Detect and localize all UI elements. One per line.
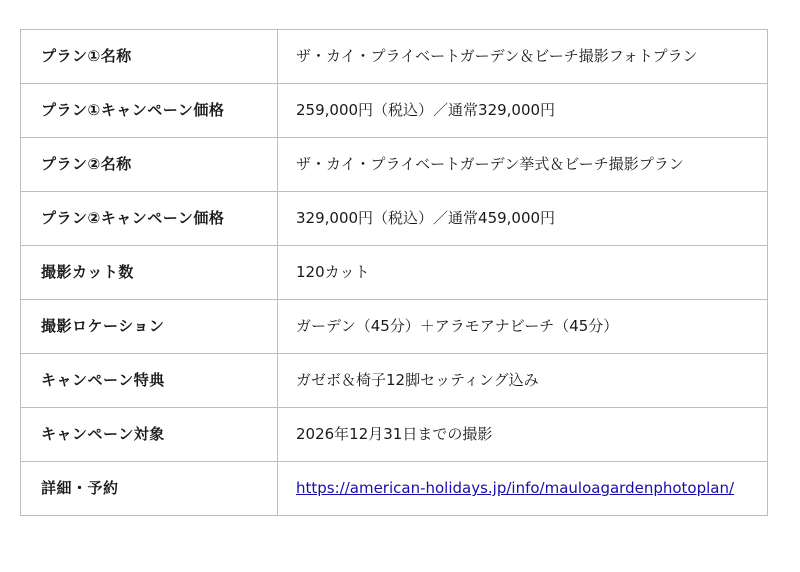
row-value-plan1-campaign-price: 259,000円（税込）／通常329,000円 [278,84,768,138]
table-row [21,84,768,138]
table-row [21,354,768,408]
row-label-plan1-campaign-price: プラン①キャンペーン価格 [21,84,278,138]
row-value-plan2-name: ザ・カイ・プライベートガーデン挙式＆ビーチ撮影プラン [278,138,768,192]
row-label-plan1-name: プラン①名称 [21,30,278,84]
table-row [21,192,768,246]
row-value-shoot-location: ガーデン（45分）＋アラモアナビーチ（45分） [278,300,768,354]
row-value-details-reservation [278,462,768,516]
table-row [21,138,768,192]
table-row [21,300,768,354]
table-row [21,30,768,84]
row-label-campaign-benefit: キャンペーン特典 [21,354,278,408]
row-value-campaign-target: 2026年12月31日までの撮影 [278,408,768,462]
row-value-plan1-name: ザ・カイ・プライベートガーデン＆ビーチ撮影フォトプラン [278,30,768,84]
row-label-plan2-name: プラン②名称 [21,138,278,192]
table-row [21,246,768,300]
row-label-shoot-location: 撮影ロケーション [21,300,278,354]
row-label-details-reservation: 詳細・予約 [21,462,278,516]
row-value-campaign-benefit: ガゼボ＆椅子12脚セッティング込み [278,354,768,408]
row-label-plan2-campaign-price: プラン②キャンペーン価格 [21,192,278,246]
table-row [21,462,768,516]
table-row [21,408,768,462]
row-label-campaign-target: キャンペーン対象 [21,408,278,462]
row-value-shot-count: 120カット [278,246,768,300]
detail-reservation-link[interactable]: https://american-holidays.jp/info/mauloagardenphotoplan/ [296,479,735,497]
plan-info-table-container [20,29,768,516]
row-label-shot-count: 撮影カット数 [21,246,278,300]
plan-info-table [20,29,768,516]
row-value-plan2-campaign-price: 329,000円（税込）／通常459,000円 [278,192,768,246]
